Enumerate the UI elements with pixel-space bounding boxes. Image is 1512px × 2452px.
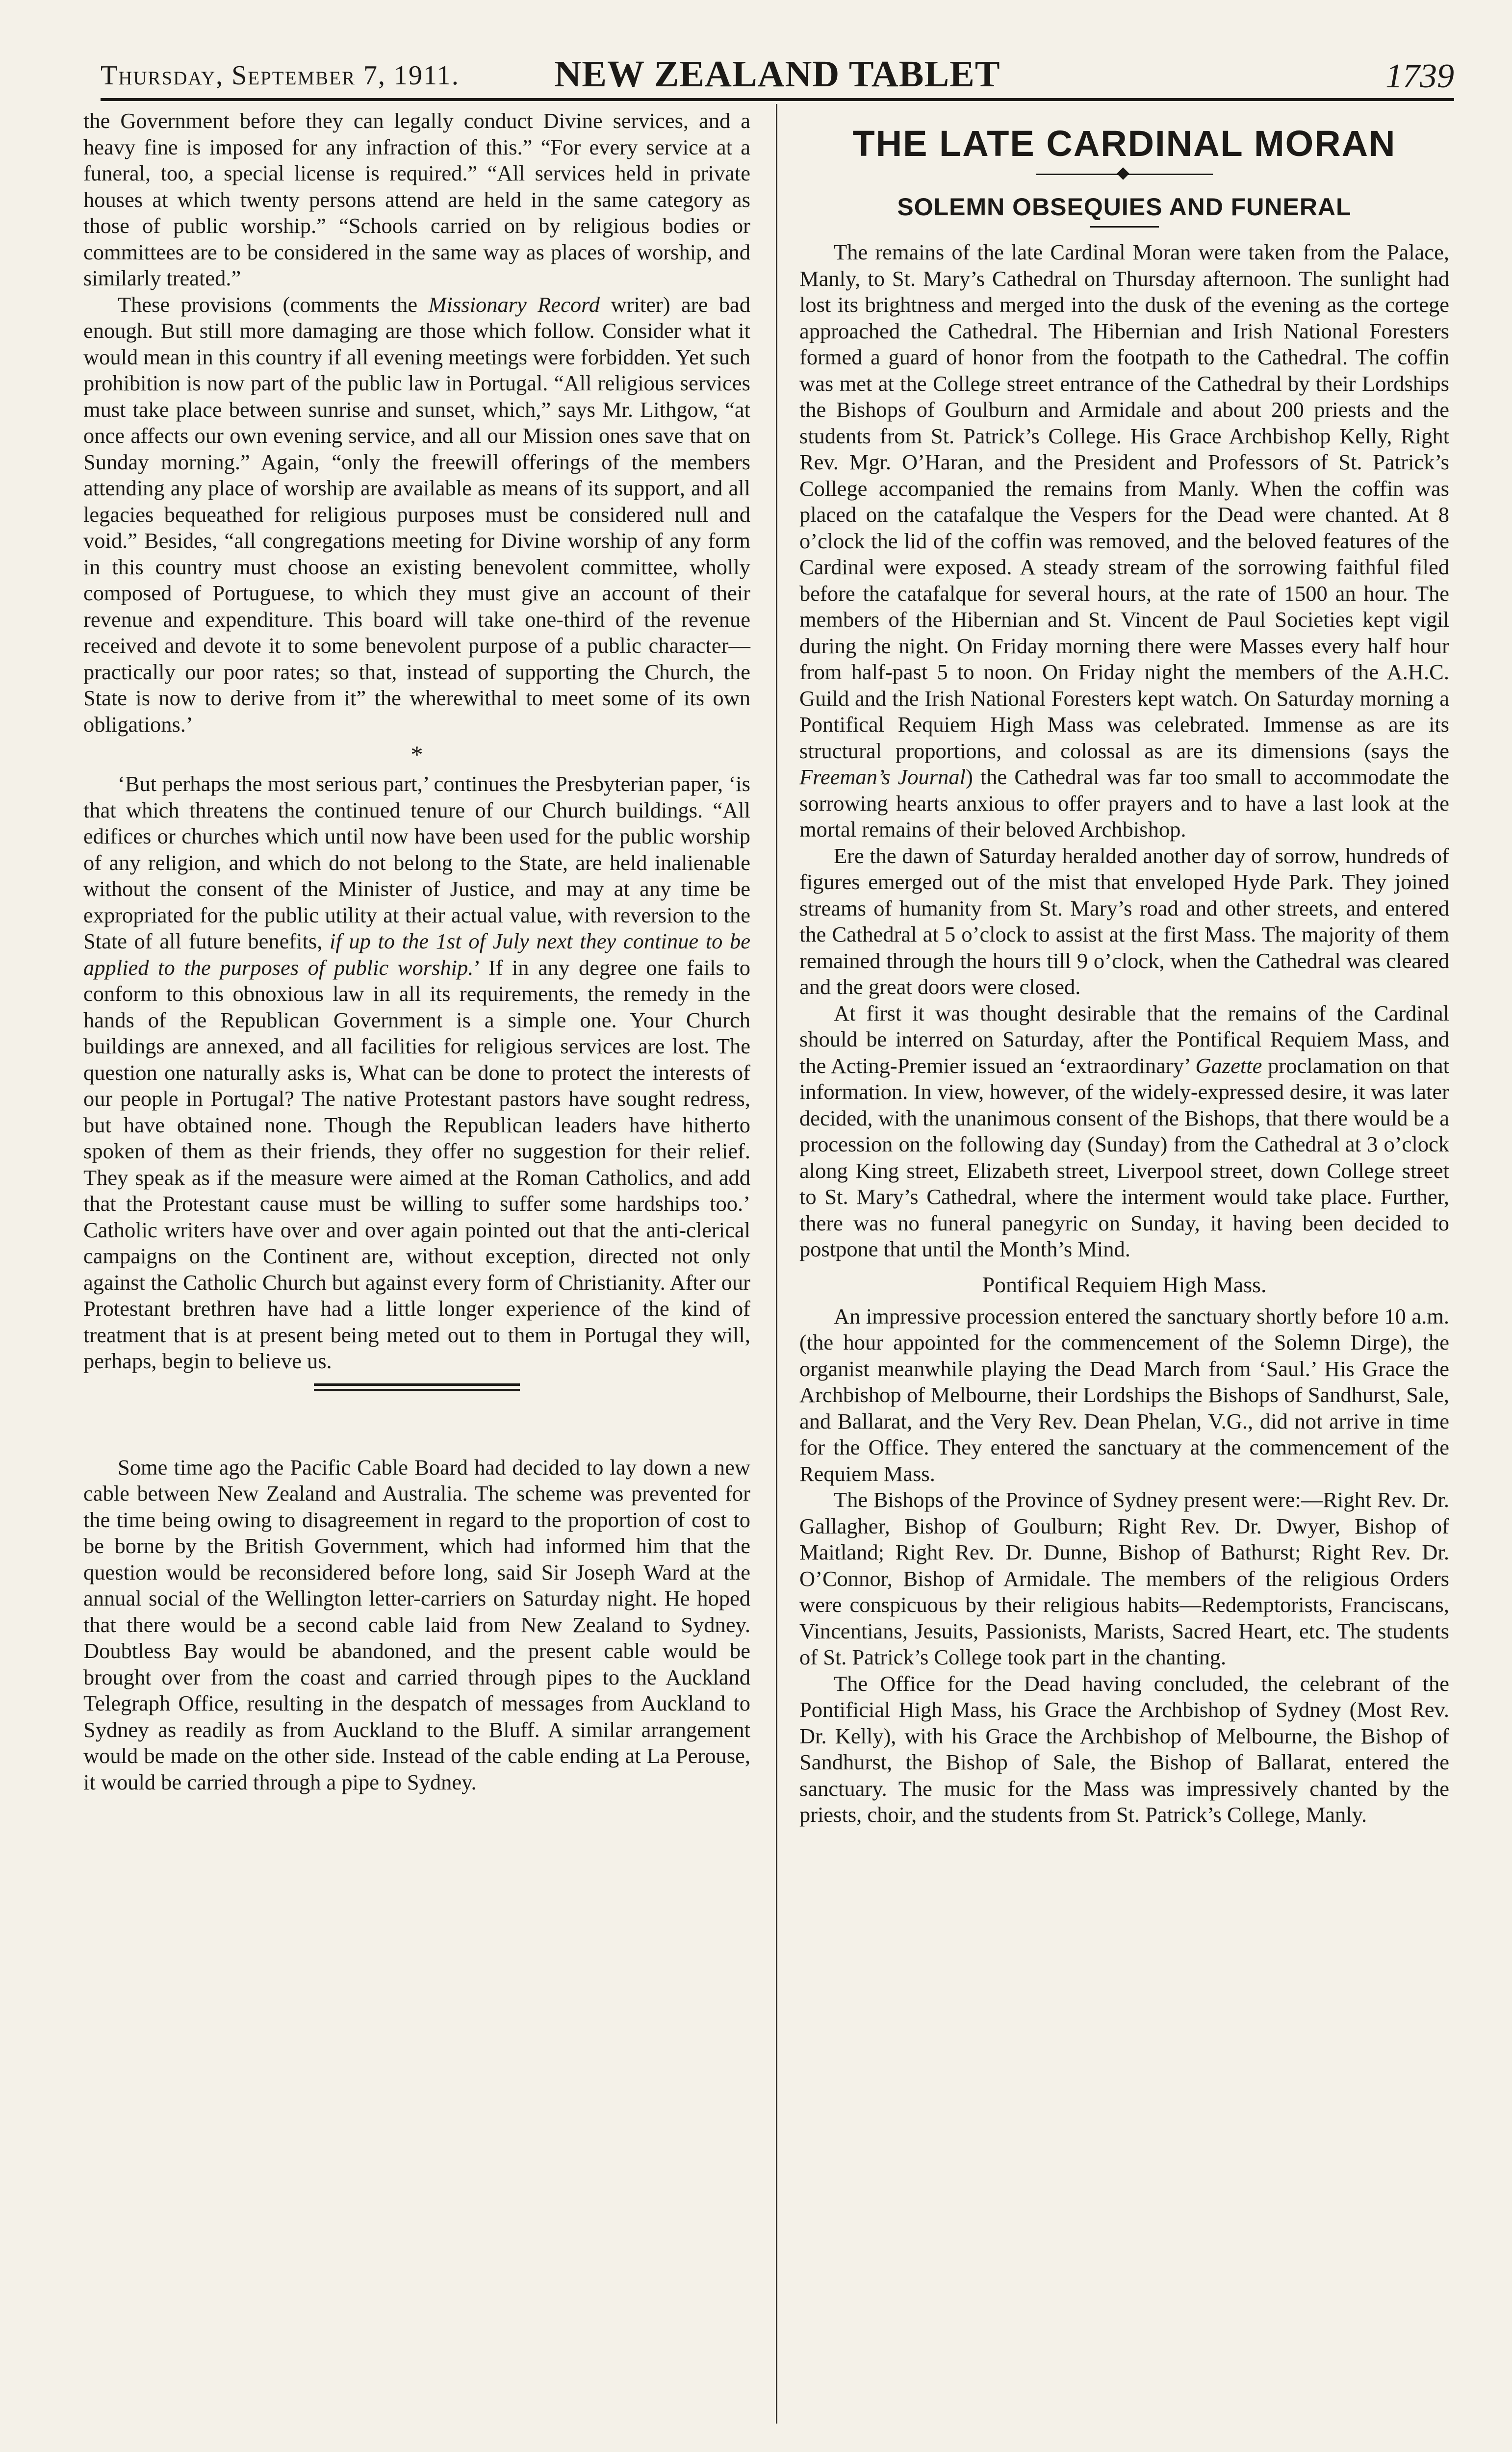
section-subheading: Pontifical Requiem High Mass. [982,1272,1267,1297]
paragraph-text: ’ If in any degree one fails to conform to this obnoxious law in all its requirements, the remedy in the hands of the Republican Government is a simple one. Your Church buildings are annexed, and all facilities for religious services are lost. The question one naturally asks is, What can be done to protect the interests of our people in Portugal? The native Protestant pastors have sought redress, but have obtained none. Though the Republican leaders have hitherto spoken of them as their friends, they offer no suggestion for their relief. They speak as if the measure were aimed at the Roman Catholics, and add that the Protestant cause must be willing to suffer some hardships too.’ Catholic writers have over and over again pointed out that the anti-clerical campaigns on the Continent are, without exception, directed not only against the Catholic Church but against every form of Christianity. After our Protestant brethren have had a little longer experience of the kind of treatment that is at present being meted out to them in Portugal they will, perhaps, begin to believe us. [83,955,750,1373]
article-end-rule [314,1383,520,1391]
article-title: THE LATE CARDINAL MORAN [852,123,1396,164]
page-number: 1739 [1385,57,1454,95]
issue-date: Thursday, September 7, 1911. [101,60,460,91]
paragraph-text: ‘But perhaps the most serious part,’ continues the Presbyterian paper, ‘is that which threatens the continued tenure of our Church buildings. “All edifices or churches which until now have been used for the public worship of any religion, and which do not belong to the State, are held inalienable without the consent of the Minister of Justice, and may at any time be expropriated for the public utility at their actual value, with reversion to the State of all future benefits, [83,771,750,953]
moran-paragraph-5: The Bishops of the Province of Sydney present were:—Right Rev. Dr. Gallagher, Bishop of Goulburn; Right Rev. Dr. Dwyer, Bishop of Maitland; Right Rev. Dr. Dunne, Bishop of Bathurst; Right Rev. Dr. O’Connor, Bishop of Armidale. The members of the religious Orders were conspicuous by their religious habits—Redemptorists, Franciscans, Vincentians, Jesuits, Passionists, Marists, Sacred Heart, etc. The students of St. Patrick’s College took part in the chanting. [799,1487,1449,1669]
header-rule [101,98,1454,101]
paragraph-text: At first it was thought desirable that the remains of the Cardinal should be interred on Saturday, after the Pontifical Requiem Mass, and the Acting-Premier issued an ‘extraordinary’ [799,1000,1449,1078]
publication-name: Freeman’s Journal [799,765,966,789]
paragraph-text: The remains of the late Cardinal Moran were taken from the Palace, Manly, to St. Mary’s Cathedral on Thursday afternoon. The sunlight had lost its brightness and merged into the dusk of the evening as the cortege approached the Cathedral. The Hibernian and Irish National Foresters formed a guard of honor from the footpath to the Cathedral. The coffin was met at the College street entrance of the Cathedral by their Lordships the Bishops of Goulburn and Armidale and about 200 priests and the students from St. Patrick’s College. His Grace Archbishop Kelly, Right Rev. Mgr. O’Haran, and the President and Professors of St. Patrick’s College accompanied the remains from Manly. When the coffin was placed on the catafalque the Vespers for the Dead were chanted. At 8 o’clock the lid of the coffin was removed, and the beloved features of the Cardinal were exposed. A steady stream of the sorrowing faithful filed before the catafalque for several hours, at the rate of 1500 an hour. The members of the Hibernian and St. Vincent de Paul Societies kept vigil during the night. On Friday morning there were Masses every half hour from half-past 5 to noon. On Friday night the members of the A.H.C. Guild and the Irish National Foresters kept watch. On Saturday morning a Pontifical Requiem High Mass was celebrated. Immense as are its structural proportions, and colossal as are its dimensions (says the [799,240,1449,763]
section-separator: * [410,741,423,768]
masthead [101,53,1454,97]
portugal-paragraph-1: the Government before they can legally conduct Divine services, and a heavy fine is imposed for any infraction of this.” “For every service at a funeral, too, a special license is required.” “All services held in private houses at which twenty persons attend are held in the same category as those of public worship.” “Schools carried on by religious bodies or committees are to be considered in the same way as places of worship, and similarly treated.” [83,108,750,290]
column-divider [776,104,777,2424]
cable-paragraph: Some time ago the Pacific Cable Board had decided to lay down a new cable between New Zealand and Australia. The scheme was prevented for the time being owing to disagreement in regard to the proportion of cost to be borne by the British Government, which had informed him that the question would be reconsidered before long, said Sir Joseph Ward at the annual social of the Wellington letter-carriers on Saturday night. He hoped that there would be a second cable laid from New Zealand to Sydney. Doubtless Bay would be abandoned, and the present cable would be brought over from the coast and carried through pipes to the Auckland Telegraph Office, resulting in the despatch of messages from Auckland to Sydney as readily as from Auckland to the Bluff. A similar arrangement would be made on the other side. Instead of the cable ending at La Perouse, it would be carried through a pipe to Sydney. [83,1455,750,1794]
moran-paragraph-1 [799,239,1449,843]
moran-paragraph-4: An impressive procession entered the sanctuary shortly before 10 a.m. (the hour appointed for the commencement of the Solemn Dirge), the organist meanwhile playing the Dead March from ‘Saul.’ His Grace the Archbishop of Melbourne, their Lordships the Bishops of Sandhurst, Sale, and Ballarat, and the Very Rev. Dean Phelan, V.G., did not arrive in time for the Office. They entered the sanctuary at the commencement of the Requiem Mass. [799,1303,1449,1486]
portugal-paragraph-3 [83,771,750,1375]
left-column [83,108,750,1795]
moran-paragraph-3 [799,1000,1449,1263]
moran-paragraph-2: Ere the dawn of Saturday heralded another day of sorrow, hundreds of figures emerged out of the mist that enveloped Hyde Park. They joined streams of humanity from St. Mary’s road and other streets, and entered the Cathedral at 5 o’clock to assist at the first Mass. The majority of them remained through the hours till 9 o’clock, when the Cathedral was cleared and the great doors were closed. [799,843,1449,999]
paragraph-text: writer) are bad enough. But still more damaging are those which follow. Consider what it would mean in this country if all evening meetings were forbidden. Yet such prohibition is now part of the public law in Portugal. “All religious services must take place between sunrise and sunset, which,” says Mr. Lithgow, “at once affects our own evening service, and all our Mission ones save that on Sunday morning.” Again, “only the freewill offerings of the members attending any place of worship are available as means of its support, and all legacies bequeathed for religious purposes must be considered null and void.” Besides, “all congregations meeting for Divine worship of any form in this country must choose an existing benevolent committee, wholly composed of Portuguese, to which they must give an account of their revenue and expenditure. This board will take one-third of the revenue received and devote it to some benevolent purpose of a public character—practically our poor rates; so that, instead of supporting the Church, the State is now to derive from it” the wherewithal to meet some of its own obligations.’ [83,292,751,737]
title-ornament [1036,169,1213,179]
emphasized-quote: if up to the 1st of July next they continue to be applied to the purposes of public worship. [83,929,750,980]
publication-name: Missionary Record [428,292,600,317]
article-subtitle: SOLEMN OBSEQUIES AND FUNERAL [897,193,1352,221]
moran-paragraph-6: The Office for the Dead having concluded, the celebrant of the Pontificial High Mass, his Grace the Archbishop of Sydney (Most Rev. Dr. Kelly), with his Grace the Archbishop of Melbourne, the Bishop of Sandhurst, the Bishop of Sale, the Bishop of Ballarat, entered the sanctuary. The music for the Mass was impressively chanted by the priests, choir, and the students from St. Patrick’s College, Manly. [799,1671,1449,1827]
paragraph-text: proclamation on that information. In view, however, of the widely-expressed desire, it was later decided, with the unanimous consent of the Bishops, that there would be a procession on the following day (Sunday) from the Cathedral at 3 o’clock along King street, Elizabeth street, Liverpool street, down College street to St. Mary’s Cathedral, where the interment would take place. Further, there was no funeral panegyric on Sunday, it having been decided to postpone that until the Month’s Mind. [799,1053,1449,1261]
portugal-paragraph-2 [83,292,750,738]
paragraph-text: ) the Cathedral was far too small to accommodate the sorrowing hearts anxious to offer prayers and to have a last look at the mortal remains of their beloved Archbishop. [799,765,1450,842]
right-column [799,108,1449,1828]
publication-name: Gazette [1195,1053,1262,1078]
subtitle-rule [1090,226,1159,228]
paragraph-text: These provisions (comments the [118,292,429,317]
paper-title: NEW ZEALAND TABLET [554,53,1000,95]
